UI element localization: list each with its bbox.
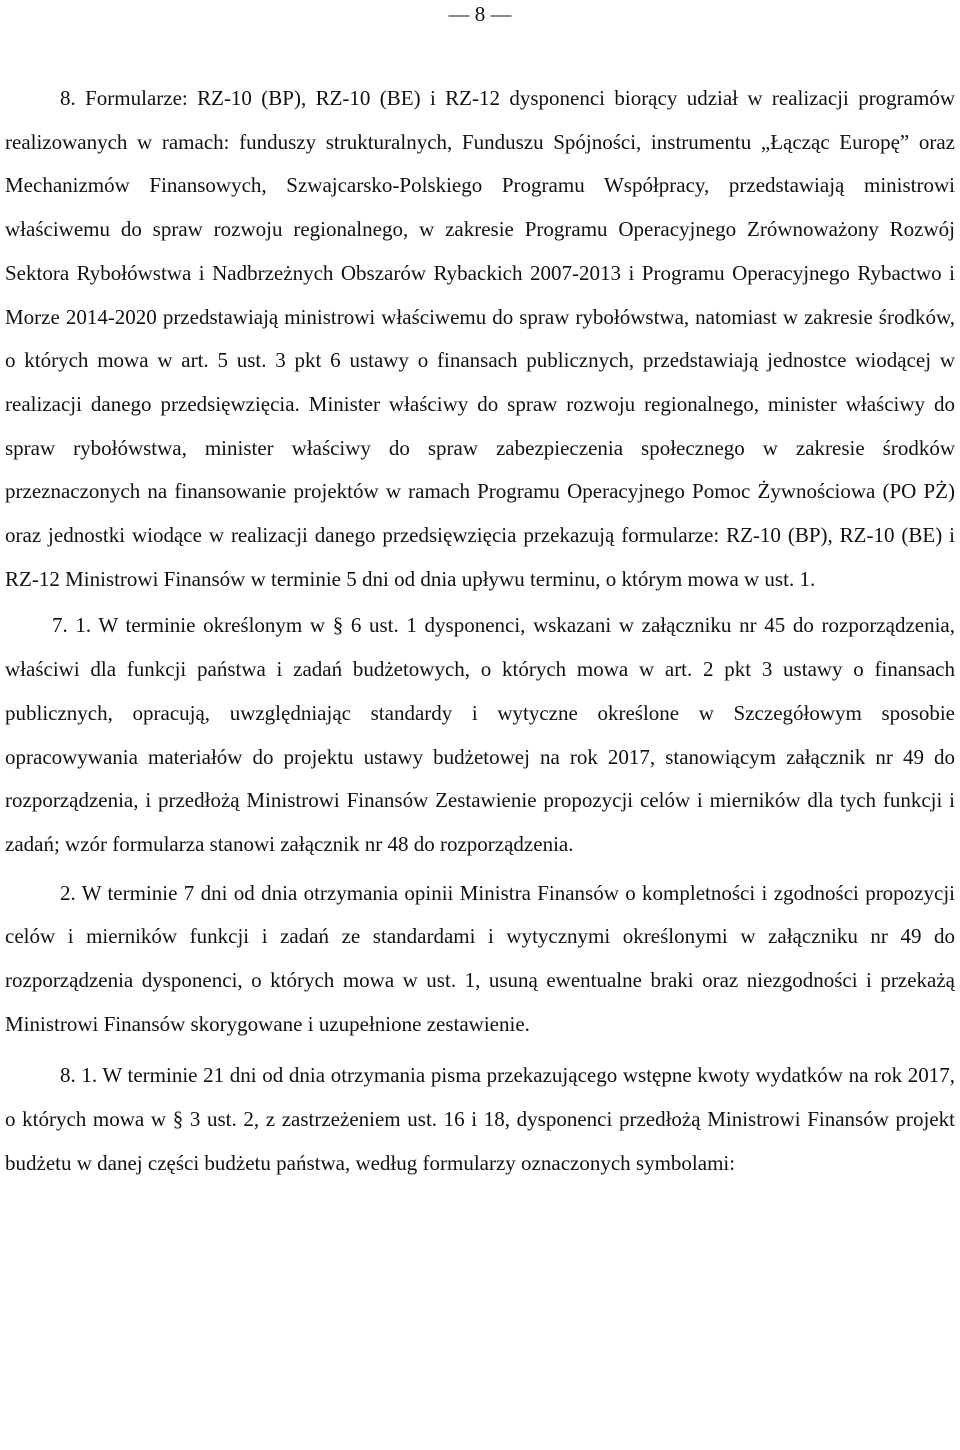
paragraph-formularze-rz: 8. Formularze: RZ-10 (BP), RZ-10 (BE) i RZ-12 dysponenci biorący udział w realizacji programów realizowanych w ramach: funduszy strukturalnych, Funduszu Spójności, instrumentu „Łącząc Europę” oraz Mechanizmów Finansowych, Szwajcarsko-Polskiego Programu Współpracy, przedstawiają ministrowi właściwemu do spraw rozwoju regionalnego, w zakresie Programu Operacyjnego Zrównoważony Rozwój Sektora Rybołówstwa i Nadbrzeżnych Obszarów Rybackich 2007-2013 i Programu Operacyjnego Rybactwo i Morze 2014-2020 przedstawiają ministrowi właściwemu do spraw rybołówstwa, natomiast w zakresie środków, o których mowa w art. 5 ust. 3 pkt 6 ustawy o finansach publicznych, przedstawiają jednostce wiodącej w realizacji danego przedsięwzięcia. Minister właściwy do spraw rozwoju regionalnego, minister właściwy do spraw rybołówstwa, minister właściwy do spraw zabezpieczenia społecznego w zakresie środków przeznaczonych na finansowanie projektów w ramach Programu Operacyjnego Pomoc Żywnościowa (PO PŻ) oraz jednostki wiodące w realizacji danego przedsięwzięcia przekazują formularze: RZ-10 (BP), RZ-10 (BE) i RZ-12 Ministrowi Finansów w terminie 5 dni od dnia upływu terminu, o którym mowa w ust. 1. [5, 86, 955, 591]
paragraph-section-8-1: 8. 1. W terminie 21 dni od dnia otrzymania pisma przekazującego wstępne kwoty wydatków na rok 2017, o których mowa w § 3 ust. 2, z zastrzeżeniem ust. 16 i 18, dysponenci przedłożą Ministrowi Finansów projekt budżetu w danej części budżetu państwa, według formularzy oznaczonych symbolami: [5, 1063, 955, 1175]
document-body [5, 77, 955, 1186]
paragraph-section-7-2: 2. W terminie 7 dni od dnia otrzymania opinii Ministra Finansów o kompletności i zgodności propozycji celów i mierników funkcji i zadań ze standardami i wytycznymi określonymi w załączniku nr 49 do rozporządzenia dysponenci, o których mowa w ust. 1, usuną ewentualne braki oraz niezgodności i przekażą Ministrowi Finansów skorygowane i uzupełnione zestawienie. [5, 880, 955, 1036]
page-number: — 8 — [448, 2, 512, 26]
paragraph-section-7-1: 7. 1. W terminie określonym w § 6 ust. 1 dysponenci, wskazani w załączniku nr 45 do rozporządzenia, właściwi dla funkcji państwa i zadań budżetowych, o których mowa w art. 2 pkt 3 ustawy o finansach publicznych, opracują, uwzględniając standardy i wytyczne określone w Szczegółowym sposobie opracowywania materiałów do projektu ustawy budżetowej na rok 2017, stanowiącym załącznik nr 49 do rozporządzenia, i przedłożą Ministrowi Finansów Zestawienie propozycji celów i mierników dla tych funkcji i zadań; wzór formularza stanowi załącznik nr 48 do rozporządzenia. [5, 613, 955, 856]
